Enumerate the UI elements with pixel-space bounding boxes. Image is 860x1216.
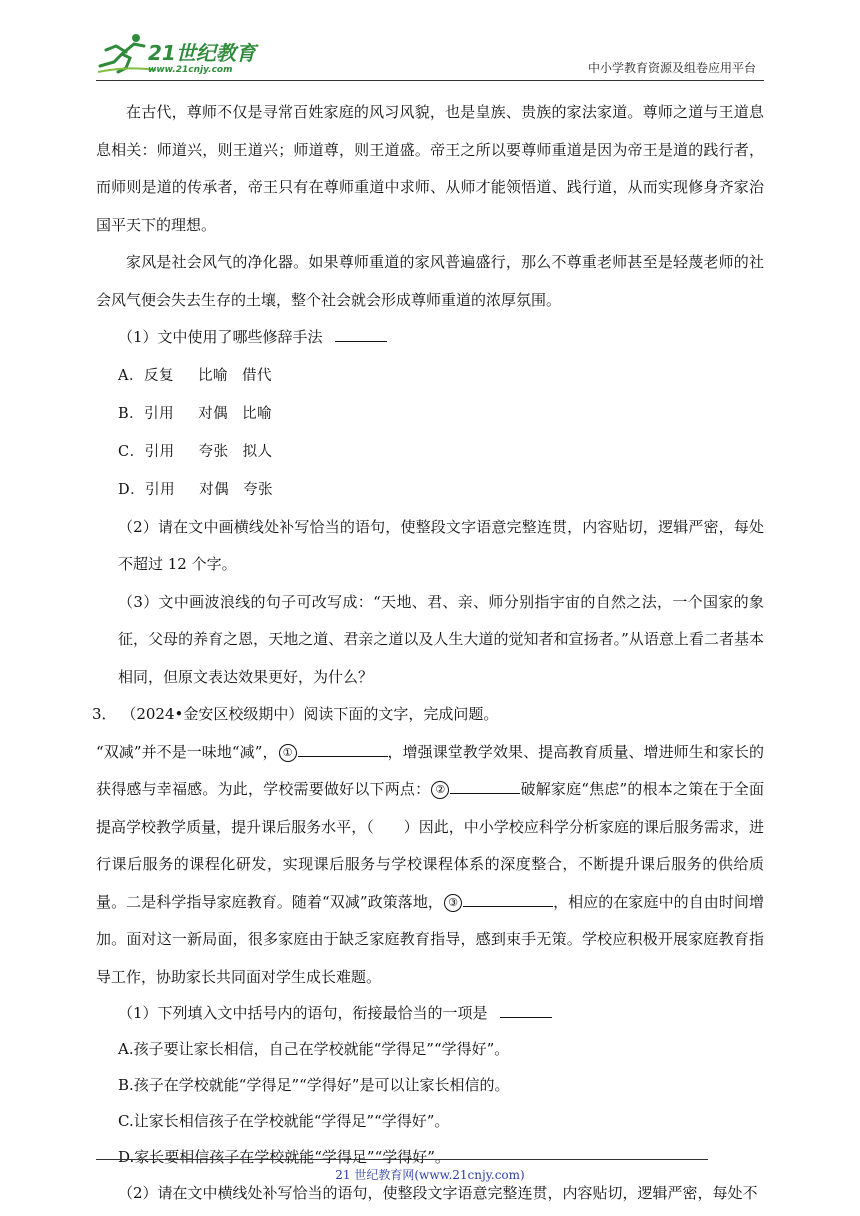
option-c-3: 拟人: [242, 443, 273, 460]
question-number: 3．: [92, 705, 117, 723]
question-1-1-text: （1）文中使用了哪些修辞手法: [118, 328, 323, 346]
question-1-3: （3）文中画波浪线的句子可改写成：“天地、君、亲、师分别指宇宙的自然之法，一个国家的象征，父母的养育之恩，天地之道、君亲之道以及人生大道的觉知者和宣扬者。”从语意上看二者基本相同，但原文表达效果更好，为什么？: [118, 592, 764, 686]
option-d: [96, 471, 764, 509]
footer-divider: [96, 1159, 708, 1160]
passage-part-a: “双减”并不是一味地“减”，: [96, 742, 278, 761]
fill-blank-2: [450, 779, 520, 794]
option-3-b: B.孩子在学校就能“学得足”“学得好”是可以让家长相信的。: [118, 1076, 510, 1094]
answer-blank: [500, 1003, 552, 1018]
fill-blank-3: [463, 892, 553, 907]
logo-text: 21世纪教育: [148, 41, 256, 65]
circled-number-1: ①: [279, 744, 297, 762]
option-3-c: C.让家长相信孩子在学校就能“学得足”“学得好”。: [118, 1112, 450, 1130]
option-c-1: C．引用: [118, 443, 175, 460]
option-c: [96, 433, 764, 471]
option-a-2: 比喻: [197, 367, 228, 384]
passage-paragraph-1: 在古代，尊师不仅是寻常百姓家庭的风习风貌，也是皇族、贵族的家法家道。尊师之道与王道息息相关：师道兴，则王道兴；师道尊，则王道盛。帝王之所以要尊师重道是因为帝王是道的践行者，而师则是道的传承者，帝王只有在尊师重道中求师、从师才能领悟道、践行道，从而实现修身齐家治国平天下的理想。: [96, 103, 764, 234]
question-3-1: [96, 996, 764, 1031]
option-b-2: 对偶: [198, 405, 229, 422]
question-3-2: （2）请在文中横线处补写恰当的语句，使整段文字语意完整连贯，内容贴切，逻辑严密，每处不: [118, 1184, 758, 1202]
option-b: [96, 395, 764, 433]
option-3-d: D.家长要相信孩子在学校就能“学得足”“学得好”。: [118, 1148, 450, 1166]
passage-paragraph-2: 家风是社会风气的净化器。如果尊师重道的家风普遍盛行，那么不尊重老师甚至是轻蔑老师的社会风气便会失去生存的土壤，整个社会就会形成尊师重道的浓厚氛围。: [96, 253, 764, 309]
document-body: [92, 94, 764, 1211]
circled-number-2: ②: [431, 781, 449, 799]
footer-text[interactable]: 21 世纪教育网(www.21cnjy.com): [335, 1168, 525, 1182]
question-1-2: （2）请在文中画横线处补写恰当的语句，使整段文字语意完整连贯，内容贴切，逻辑严密，每处不超过 12 个字。: [118, 517, 764, 573]
option-d-2: 对偶: [199, 481, 230, 498]
option-a-3: 借代: [241, 367, 272, 384]
option-b-3: 比喻: [242, 405, 273, 422]
answer-blank: [335, 327, 387, 342]
passage-part-d: ，相应的在家庭中的自由时间增加。面对这一新局面，很多家庭由于缺乏家庭教育指导，感到束手无策。学校应积极开展家庭教育指导工作，协助家长共同面对学生成长难题。: [96, 892, 764, 986]
fill-blank-1: [298, 742, 388, 757]
question-3-passage: [96, 734, 764, 997]
passage-part-b: ，增强课堂教学效果、提高教育质量、增进师生和家长的获得感与幸福感。为此，学校需要做好以下两点：: [96, 742, 764, 798]
question-1-1: [96, 319, 764, 357]
question-3-stem: [92, 696, 764, 734]
question-3-source: （2024•金安区校级期中）阅读下面的文字，完成问题。: [121, 705, 499, 723]
circled-number-3: ③: [444, 894, 462, 912]
passage-part-c: 破解家庭“焦虑”的根本之策在于全面提高学校教学质量，提升课后服务水平，（ ）因此，中小学校应科学分析家庭的课后服务需求，进行课后服务的课程化研发，实现课后服务与学校课程体系的深度整合，不断提升课后服务的供给质量。二是科学指导家庭教育。随着“双减”政策落地，: [96, 780, 764, 911]
option-d-3: 夸张: [243, 481, 274, 498]
option-3-a: A.孩子要让家长相信，自己在学校就能“学得足”“学得好”。: [118, 1040, 510, 1058]
option-a-1: A．反复: [118, 367, 174, 384]
option-a: [96, 357, 764, 395]
question-3-1-text: （1）下列填入文中括号内的语句，衔接最恰当的一项是: [118, 1004, 488, 1022]
logo-url: www.21cnjy.com: [148, 65, 233, 75]
option-c-2: 夸张: [198, 443, 229, 460]
header-platform-text: 中小学教育资源及组卷应用平台: [587, 61, 756, 75]
page-header: [96, 30, 764, 81]
site-logo: [96, 32, 261, 76]
option-b-1: B．引用: [118, 405, 175, 422]
option-d-1: D．引用: [118, 481, 176, 498]
